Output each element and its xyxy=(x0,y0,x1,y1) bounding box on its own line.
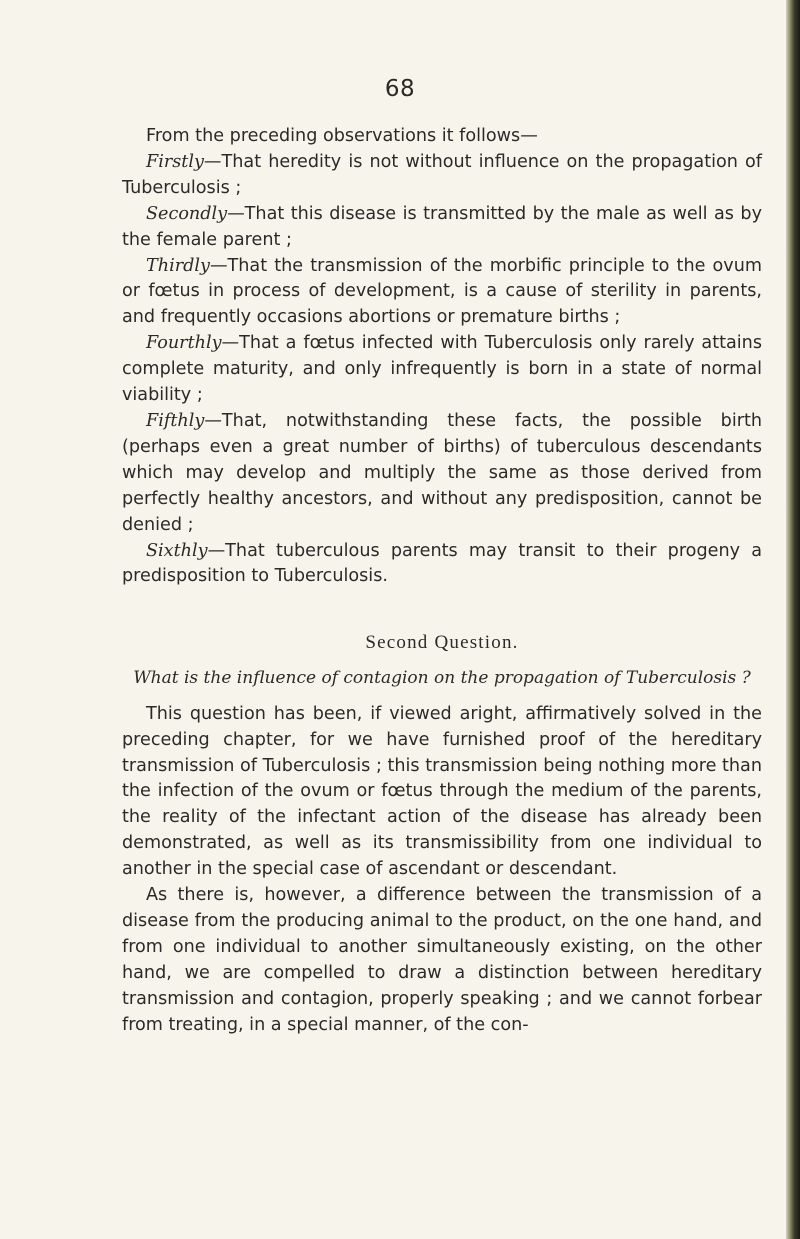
body-paragraph: This question has been, if viewed aright, affirmatively solved in the preceding chapter, for we have furnished proof of the hereditary transmission of Tuberculosis ; this transmission being nothing more than the infection of the ovum or fœtus through the medium of the parents, the reality of the infectant action of the disease has already been demonstrated, as well as its transmissibility from one individual to another in the special case of ascendant or descendant. xyxy=(122,703,762,880)
body-paragraph: As there is, however, a difference between the transmission of a disease from the producing animal to the product, on the one hand, and from one individual to another simultaneously existing, on the other hand, we are compelled to draw a distinction between hereditary transmission and contagion, properly speaking ; and we cannot forbear from treating, in a special manner, of the con- xyxy=(122,885,762,1035)
list-item xyxy=(122,539,762,591)
page-binding-edge xyxy=(786,0,800,1239)
item-text: —That heredity is not without influence on the propagation of Tuberculosis ; xyxy=(122,151,762,198)
list-item xyxy=(122,331,762,409)
item-lead: Fourthly xyxy=(146,333,222,354)
item-text: —That the transmission of the morbific principle to the ovum or fœtus in process of development, is a cause of sterility in parents, and frequently occasions abortions or premature births ; xyxy=(122,255,762,328)
item-text: —That tuberculous parents may transit to their progeny a predisposition to Tuberculosis. xyxy=(122,540,762,587)
list-item xyxy=(122,254,762,332)
intro-paragraph: From the preceding observations it follows— xyxy=(146,126,538,146)
item-text: —That this disease is transmitted by the male as well as by the female parent ; xyxy=(122,203,762,250)
list-item xyxy=(122,150,762,202)
item-lead: Firstly xyxy=(146,151,204,172)
item-text: —That, notwithstanding these facts, the possible birth (perhaps even a great number of births) of tuberculous descendants which may develop and multiply the same as those derived from perfectly healthy ancestors, and without any predisposition, cannot be denied ; xyxy=(122,410,762,535)
page-number: 68 xyxy=(384,76,416,102)
item-lead: Secondly xyxy=(146,203,228,224)
section-question: What is the influence of contagion on the propagation of Tuberculosis ? xyxy=(133,668,751,689)
page-body xyxy=(122,124,762,1039)
item-text: —That a fœtus infected with Tuberculosis only rarely attains complete maturity, and only infrequently is born in a state of normal viability ; xyxy=(122,333,762,406)
list-item xyxy=(122,409,762,539)
item-lead: Sixthly xyxy=(146,540,208,561)
item-lead: Fifthly xyxy=(146,410,205,431)
section-heading: Second Question. xyxy=(365,632,519,654)
item-lead: Thirdly xyxy=(146,255,210,276)
list-item xyxy=(122,202,762,254)
